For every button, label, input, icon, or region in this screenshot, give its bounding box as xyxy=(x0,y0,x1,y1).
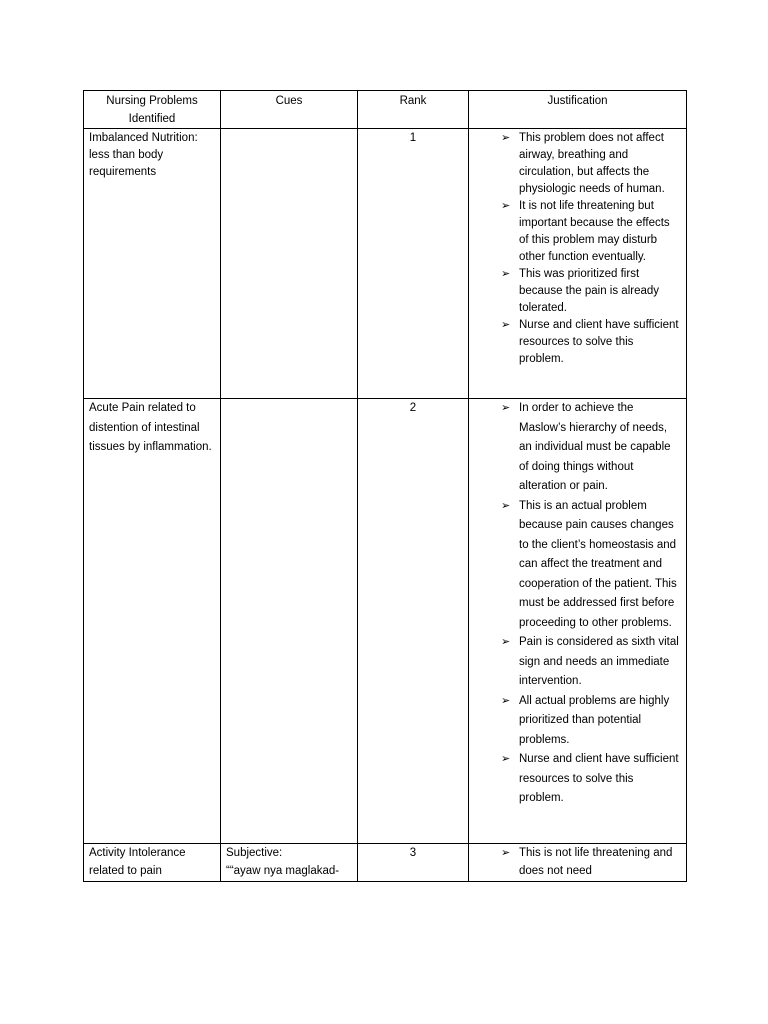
list-item xyxy=(474,750,681,809)
table-header-row xyxy=(84,91,687,129)
rank-cell: 3 xyxy=(358,844,469,882)
header-cues: Cues xyxy=(221,91,358,129)
list-item xyxy=(474,198,681,266)
cues-label: Subjective: xyxy=(226,847,283,859)
list-item xyxy=(474,692,681,751)
arrow-bullet-icon: ➢ xyxy=(501,200,511,212)
justification-cell xyxy=(469,844,687,882)
list-item xyxy=(474,399,681,497)
nursing-problems-table xyxy=(83,90,687,882)
cues-cell xyxy=(221,844,358,882)
justification-text: Nurse and client have sufficient resources to solve this problem. xyxy=(519,319,679,365)
arrow-bullet-icon: ➢ xyxy=(501,636,511,648)
list-item xyxy=(474,266,681,317)
table-row xyxy=(84,399,687,844)
cues-cell xyxy=(221,129,358,399)
arrow-bullet-icon: ➢ xyxy=(501,268,511,280)
justification-text: It is not life threatening but important because the effects of this problem may disturb other function eventually. xyxy=(519,200,670,263)
justification-list xyxy=(474,130,681,368)
arrow-bullet-icon: ➢ xyxy=(501,319,511,331)
list-item xyxy=(474,844,681,880)
list-item xyxy=(474,317,681,368)
list-item xyxy=(474,497,681,634)
table-row xyxy=(84,844,687,882)
justification-cell xyxy=(469,129,687,399)
list-item xyxy=(474,633,681,692)
arrow-bullet-icon: ➢ xyxy=(501,132,511,144)
header-rank: Rank xyxy=(358,91,469,129)
arrow-bullet-icon: ➢ xyxy=(501,694,511,707)
arrow-bullet-icon: ➢ xyxy=(501,499,511,512)
header-problems: Nursing Problems Identified xyxy=(84,91,221,129)
arrow-bullet-icon: ➢ xyxy=(501,402,511,414)
problem-cell: Activity Intolerance related to pain xyxy=(84,844,221,882)
problem-cell: Acute Pain related to distention of intestinal tissues by inflammation. xyxy=(84,399,221,844)
arrow-bullet-icon: ➢ xyxy=(501,753,511,765)
justification-text: This is an actual problem because pain causes changes to the client’s homeostasis and can affect the treatment and cooperation of the patient. This must be addressed first before proceeding to other problems. xyxy=(519,499,677,629)
header-justification: Justification xyxy=(469,91,687,129)
justification-text: All actual problems are highly prioritized than potential problems. xyxy=(519,694,670,746)
cues-cell xyxy=(221,399,358,844)
justification-list xyxy=(474,844,681,880)
rank-cell: 2 xyxy=(358,399,469,844)
cues-text: ““ayaw nya maglakad- xyxy=(226,865,340,877)
list-item xyxy=(474,130,681,198)
rank-cell: 1 xyxy=(358,129,469,399)
arrow-bullet-icon: ➢ xyxy=(501,847,511,859)
problem-cell: Imbalanced Nutrition: less than body requirements xyxy=(84,129,221,399)
justification-cell xyxy=(469,399,687,844)
justification-text: This problem does not affect airway, breathing and circulation, but affects the physiologic needs of human. xyxy=(519,132,665,195)
justification-text: This was prioritized first because the pain is already tolerated. xyxy=(519,268,660,314)
justification-text: This is not life threatening and does not need xyxy=(519,847,673,877)
table-row xyxy=(84,129,687,399)
justification-text: Nurse and client have sufficient resources to solve this problem. xyxy=(519,753,679,804)
justification-list xyxy=(474,399,681,809)
justification-text: In order to achieve the Maslow’s hierarchy of needs, an individual must be capable of doing things without alteration or pain. xyxy=(519,402,671,492)
justification-text: Pain is considered as sixth vital sign and needs an immediate intervention. xyxy=(519,636,679,687)
